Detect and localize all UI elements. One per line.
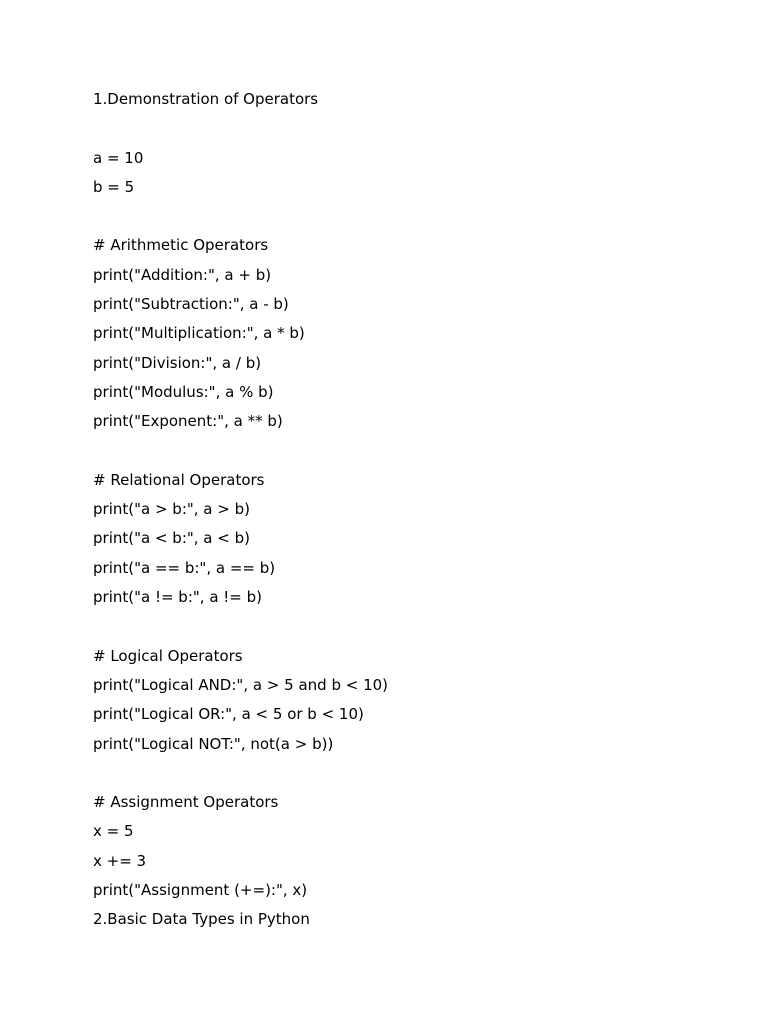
code-line: print("a < b:", a < b) <box>93 529 250 548</box>
code-line: print("a != b:", a != b) <box>93 588 262 607</box>
code-line: print("Exponent:", a ** b) <box>93 412 283 431</box>
code-line: print("a > b:", a > b) <box>93 500 250 519</box>
code-line: print("Addition:", a + b) <box>93 265 272 284</box>
blank-line <box>93 612 713 641</box>
document-body <box>93 85 713 935</box>
blank-line <box>93 759 713 788</box>
code-line: print("Modulus:", a % b) <box>93 382 274 401</box>
blank-line <box>93 437 713 466</box>
section-heading: 2.Basic Data Types in Python <box>93 910 310 929</box>
section-heading: 1.Demonstration of Operators <box>93 90 319 108</box>
code-line: x += 3 <box>93 851 147 870</box>
code-line: print("Logical AND:", a > 5 and b < 10) <box>93 675 389 694</box>
code-line: print("Assignment (+=):", x) <box>93 881 308 900</box>
code-line: print("Subtraction:", a - b) <box>93 295 289 314</box>
code-line: a = 10 <box>93 148 144 167</box>
blank-line <box>93 114 713 143</box>
code-line: print("Multiplication:", a * b) <box>93 324 305 343</box>
code-comment: # Assignment Operators <box>93 793 279 812</box>
code-line: print("Division:", a / b) <box>93 353 262 372</box>
code-comment: # Arithmetic Operators <box>93 236 269 255</box>
code-comment: # Logical Operators <box>93 646 243 665</box>
code-line: b = 5 <box>93 177 135 196</box>
code-comment: # Relational Operators <box>93 470 265 489</box>
code-line: print("Logical OR:", a < 5 or b < 10) <box>93 705 364 724</box>
code-line: print("a == b:", a == b) <box>93 558 276 577</box>
blank-line <box>93 202 713 231</box>
code-line: print("Logical NOT:", not(a > b)) <box>93 734 334 753</box>
code-line: x = 5 <box>93 822 134 841</box>
